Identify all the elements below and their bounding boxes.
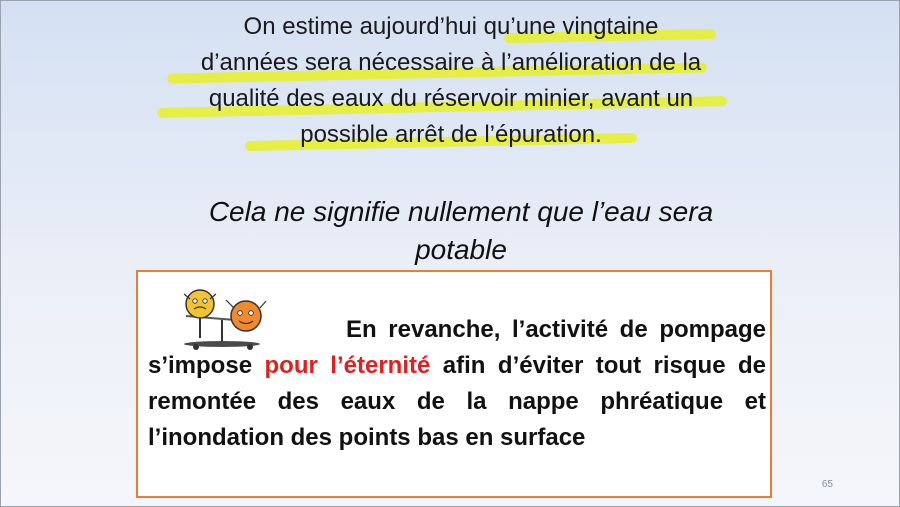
top-paragraph <box>121 9 781 153</box>
paragraph-line: d’années sera nécessaire à l’amélioration de la <box>121 45 781 81</box>
potability-note: Cela ne signifie nullement que l’eau sera potable <box>208 196 714 265</box>
callout-text: En revanche, l’activité de pompage s’impose pour l’éternité afin d’éviter tout risque de remontée des eaux de la nappe phréatique et l’inondation des points bas en surface <box>148 316 767 451</box>
paragraph-line: qualité des eaux du réservoir minier, avant un <box>121 81 781 117</box>
pumping-callout-box <box>136 270 772 498</box>
eternity-emphasis: pour l’éternité <box>264 352 431 379</box>
slide-number: 65 <box>821 479 833 490</box>
paragraph-line: On estime aujourd’hui qu’une vingtaine <box>121 9 781 45</box>
paragraph-line: possible arrêt de l’épuration. <box>121 117 781 153</box>
